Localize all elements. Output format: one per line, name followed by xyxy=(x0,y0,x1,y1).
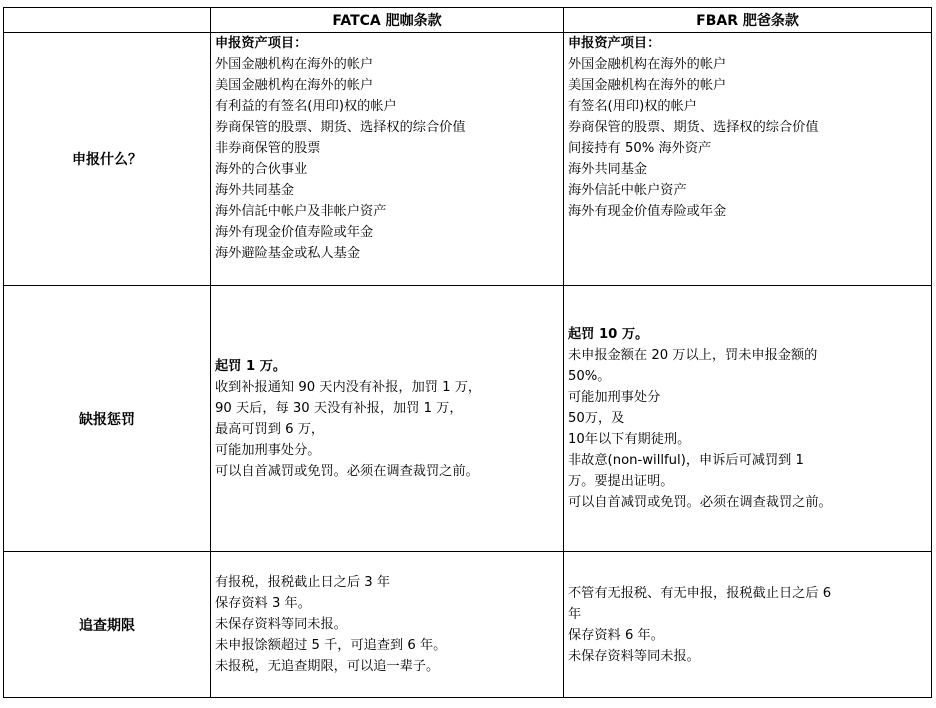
fatca-what-line: 非券商保管的股票 xyxy=(215,141,321,156)
fbar-penalty-line: 50%。 xyxy=(568,369,611,384)
fatca-what-cell xyxy=(211,33,564,286)
fatca-penalty-line: 可能加刑事处分。 xyxy=(215,442,321,458)
fbar-penalty-line: 未申报金额在 20 万以上，罚未申报金额的 xyxy=(568,348,818,363)
fbar-what-line: 券商保管的股票、期货、选择权的综合价值 xyxy=(568,120,819,135)
fbar-penalty-line: 10年以下有期徒刑。 xyxy=(568,432,691,447)
table-row xyxy=(4,286,932,552)
fatca-period-line: 未申报馀额超过 5 千，可追查到 6 年。 xyxy=(215,638,447,653)
fatca-penalty-line: 可以自首减罚或免罚。必须在调查裁罚之前。 xyxy=(215,463,479,479)
fatca-what-line: 申报资产项目： xyxy=(215,36,308,51)
fatca-what-line: 海外的合伙事业 xyxy=(215,162,308,177)
row-label-penalty: 缺报惩罚 xyxy=(4,286,211,552)
fbar-what-cell xyxy=(564,33,932,286)
fatca-what-line: 有利益的有签名(用印)权的帐户 xyxy=(215,99,397,114)
fatca-what-line: 海外共同基金 xyxy=(215,183,295,198)
fatca-period-line: 未保存资料等同未报。 xyxy=(215,617,347,632)
table-row xyxy=(4,33,932,286)
fatca-what-line: 海外避险基金或私人基金 xyxy=(215,246,361,261)
fatca-period-cell xyxy=(211,552,564,698)
fbar-penalty-cell xyxy=(564,286,932,552)
fbar-penalty-line: 非故意(non-willful)，申诉后可减罚到 1 xyxy=(568,453,804,468)
fatca-period-line: 未报税，无追查期限，可以追一辈子。 xyxy=(215,659,440,674)
fatca-what-line: 外国金融机构在海外的帐户 xyxy=(215,57,374,72)
fbar-period-line: 未保存资料等同未报。 xyxy=(568,648,700,664)
fbar-penalty-line: 可以自首减罚或免罚。必须在调查裁罚之前。 xyxy=(568,495,832,510)
fbar-what-line: 海外共同基金 xyxy=(568,162,648,177)
fatca-penalty-cell xyxy=(211,286,564,552)
fbar-what-line: 申报资产项目： xyxy=(568,36,661,51)
fbar-period-line: 不管有无报税、有无申报，报税截止日之后 6 xyxy=(568,585,832,601)
fbar-period-cell xyxy=(564,552,932,698)
fbar-period-line: 保存资料 6 年。 xyxy=(568,627,664,643)
fbar-penalty-line: 50万，及 xyxy=(568,411,625,426)
fbar-penalty-line: 可能加刑事处分 xyxy=(568,390,661,405)
fbar-penalty-line: 万。要提出证明。 xyxy=(568,474,674,489)
fatca-penalty-line: 最高可罚到 6 万， xyxy=(215,421,325,437)
fbar-what-line: 外国金融机构在海外的帐户 xyxy=(568,57,727,72)
fatca-what-line: 海外信託中帐户及非帐户资产 xyxy=(215,204,387,219)
fatca-what-line: 海外有现金价值寿险或年金 xyxy=(215,225,374,240)
header-fbar: FBAR 肥爸条款 xyxy=(564,8,932,33)
fatca-period-line: 有报税，报税截止日之后 3 年 xyxy=(215,575,391,590)
fbar-penalty-line: 起罚 10 万。 xyxy=(568,327,649,342)
header-blank-cell xyxy=(4,8,211,33)
fbar-what-line: 间接持有 50% 海外资产 xyxy=(568,141,712,156)
table-row xyxy=(4,552,932,698)
comparison-table xyxy=(3,7,932,698)
fbar-what-line: 海外信託中帐户资产 xyxy=(568,183,687,198)
fatca-what-line: 券商保管的股票、期货、选择权的综合价值 xyxy=(215,120,466,135)
row-label-period: 追查期限 xyxy=(4,552,211,698)
fbar-what-line: 美国金融机构在海外的帐户 xyxy=(568,78,727,93)
fbar-what-line: 海外有现金价值寿险或年金 xyxy=(568,204,727,219)
fatca-penalty-line: 90 天后，每 30 天没有补报，加罚 1 万， xyxy=(215,400,463,416)
fatca-penalty-line: 收到补报通知 90 天内没有补报，加罚 1 万， xyxy=(215,379,482,395)
fbar-what-line: 有签名(用印)权的帐户 xyxy=(568,99,697,114)
header-fatca: FATCA 肥咖条款 xyxy=(211,8,564,33)
fatca-what-line: 美国金融机构在海外的帐户 xyxy=(215,78,374,93)
row-label-what: 申报什么？ xyxy=(4,33,211,286)
fatca-penalty-line: 起罚 1 万。 xyxy=(215,358,287,374)
fatca-period-line: 保存资料 3 年。 xyxy=(215,596,311,611)
table-header-row xyxy=(4,8,932,33)
fbar-period-line: 年 xyxy=(568,606,582,622)
